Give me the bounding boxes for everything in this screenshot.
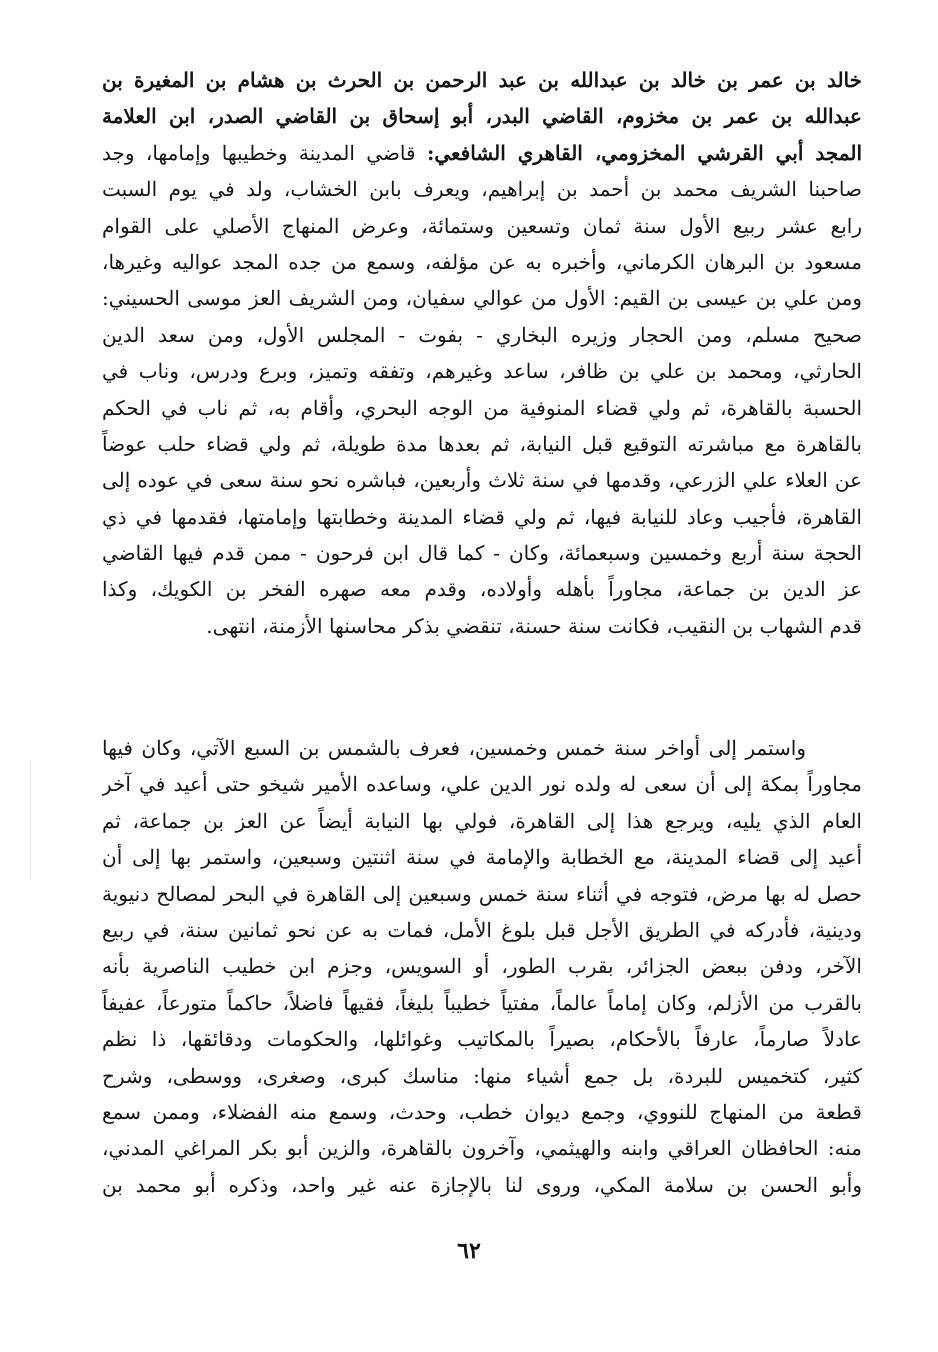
bold-name-run: المجد أبي القرشي المخزومي، القاهري الشافعي:: [426, 140, 862, 165]
scan-artifact-line: [30, 760, 31, 880]
text-line: [102, 535, 862, 571]
text-line: [102, 208, 862, 244]
text-line: قطعة من المنهاج للنووي، وجمع ديوان خطب، وحدث، وسمع منه الفضلاء، وممن سمع: [102, 1099, 862, 1124]
text-line: [102, 608, 862, 644]
plain-run: صحيح مسلم، ومن الحجار وزيره البخاري - بفوت - المجلس الأول، ومن سعد الدين: [102, 322, 862, 347]
text-line: [102, 98, 862, 134]
text-line: [102, 571, 862, 607]
text-line: وأبو الحسن بن سلامة المكي، وروى لنا بالإجازة عنه غير واحد، وذكره أبو محمد بن: [102, 1172, 862, 1197]
biography-paragraph-1: [102, 62, 862, 644]
plain-run: عز الدين بن جماعة، مجاوراً بأهله وأولاده، وقدم معه صهره الفخر بن الكويك، وكذا: [102, 577, 862, 602]
plain-run: قاضي المدينة وخطيبها وإمامها، وجد: [102, 140, 427, 165]
text-line: [102, 317, 862, 353]
text-line: بالقرب من الأزلم، وكان إماماً عالماً، مفتياً خطيباً بليغاً، فقيهاً فاضلاً، حاكماً متورعاً، عفيفاً: [102, 990, 862, 1015]
plain-run: ومن علي بن عيسى بن القيم: الأول من عوالي سفيان، ومن الشريف العز موسى الحسيني:: [102, 286, 862, 311]
text-line: [102, 499, 862, 535]
plain-run: بالقاهرة مع مباشرته التوقيع قبل النيابة، ثم بعدها مدة طويلة، ثم ولي قضاء حلب عوضاً: [102, 431, 862, 456]
plain-run: رابع عشر ربيع الأول سنة ثمان وتسعين وستمائة، وعرض المنهاج الأصلي على القوام: [102, 213, 862, 238]
text-line: [102, 462, 862, 498]
text-line: أعيد إلى قضاء المدينة، مع الخطابة والإمامة في سنة اثنتين وسبعين، واستمر بها إلى أن: [102, 845, 862, 870]
plain-run: الحارثي، ومحمد بن علي بن ظافر، ساعد وغيرهم، وتفقه وتميز، وبرع ودرس، وناب في: [102, 359, 862, 384]
text-line: العام الذي يليه، ويرجع هذا إلى القاهرة، فولي بها النيابة أيضاً عن العز بن جماعة، ثم: [102, 808, 862, 833]
text-line: [102, 390, 862, 426]
text-line: [102, 280, 862, 316]
text-line: [102, 426, 862, 462]
plain-run: الحسبة بالقاهرة، ثم ولي قضاء المنوفية من الوجه البحري، وأقام به، ثم ناب في الحكم: [102, 395, 862, 420]
plain-run: مسعود بن البرهان الكرماني، وأخبره به عن مؤلفه، وسمع من جده المجد عواليه وغيرها،: [102, 249, 862, 274]
text-line: [102, 135, 862, 171]
text-line: [102, 62, 862, 98]
text-line: [102, 244, 862, 280]
plain-run: عن العلاء علي الزرعي، وقدمها في سنة ثلاث وأربعين، فباشره نحو سنة سعى في عوده إلى: [102, 468, 862, 493]
text-line: [102, 353, 862, 389]
plain-run: القاهرة، فأجيب وعاد للنيابة فيها، ثم ولي قضاء المدينة وخطابتها وإمامتها، فقدمها في ذي: [102, 504, 862, 529]
biography-paragraph-2: [102, 730, 862, 1203]
text-line: واستمر إلى أواخر سنة خمس وخمسين، فعرف بالشمس بن السبع الآتي، وكان فيها: [102, 736, 806, 760]
text-line: كثير، كتخميس للبردة، بل جمع أشياء منها: مناسك كبرى، وصغرى، ووسطى، وشرح: [102, 1063, 862, 1088]
text-line: [102, 171, 862, 207]
text-line: عادلاً صارماً، عارفاً بالأحكام، بصيراً بالمكاتيب وغوائلها، والحكومات ودقائقها، ذا نظم: [102, 1027, 862, 1052]
plain-run: صاحبنا الشريف محمد بن أحمد بن إبراهيم، ويعرف بابن الخشاب، ولد في يوم السبت: [102, 177, 862, 202]
bold-name-run: خالد بن عمر بن خالد بن عبدالله بن عبد الرحمن بن الحرث بن هشام بن المغيرة بن: [102, 68, 862, 92]
text-line: ودينية، فأدركه في الطريق الأجل قبل بلوغ الأمل، فمات به عن نحو ثمانين سنة، في ربيع: [102, 917, 862, 942]
page-number: ٦٢: [457, 1238, 481, 1264]
text-line: حصل له بها مرض، فتوجه في أثناء سنة خمس وسبعين إلى القاهرة في البحر لمصالح دنيوية: [102, 881, 862, 906]
text-line: مجاوراً بمكة إلى أن سعى له ولده نور الدين علي، وساعده الأمير شيخو حتى أعيد في آخر: [102, 772, 862, 797]
text-line: الآخر، ودفن ببعض الجزائر، بقرب الطور، أو السويس، وجزم ابن خطيب الناصرية بأنه: [102, 954, 862, 979]
plain-run: قدم الشهاب بن النقيب، فكانت سنة حسنة، تنقضي بذكر محاسنها الأزمنة، انتهى.: [206, 613, 862, 638]
text-line: منه: الحافظان العراقي وابنه والهيثمي، وآخرون بالقاهرة، والزين أبو بكر المراغي المدني،: [102, 1136, 862, 1161]
plain-run: الحجة سنة أربع وخمسين وسبعمائة، وكان - كما قال ابن فرحون - ممن قدم فيها القاضي: [102, 541, 862, 566]
bold-name-run: عبدالله بن عمر بن مخزوم، القاضي البدر، أبو إسحاق بن القاضي الصدر، ابن العلامة: [102, 104, 862, 129]
